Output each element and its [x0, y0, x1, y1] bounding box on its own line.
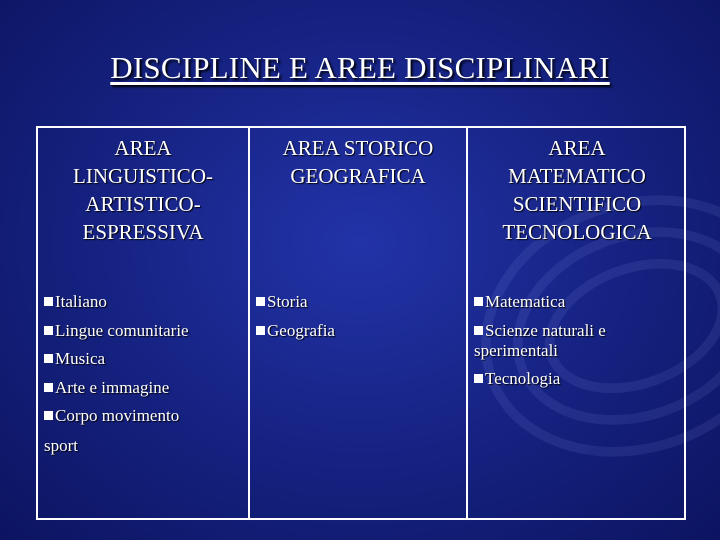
list-item-continuation: sperimentali	[474, 341, 559, 360]
square-bullet-icon	[256, 297, 265, 306]
square-bullet-icon	[44, 297, 53, 306]
extra-text: sport	[44, 436, 78, 455]
list-item: Lingue comunitarie	[44, 317, 244, 346]
list-item: Tecnologia	[474, 365, 682, 394]
list-item: Storia	[256, 288, 461, 317]
slide-title: DISCIPLINE E AREE DISCIPLINARI	[110, 50, 610, 85]
square-bullet-icon	[44, 354, 53, 363]
discipline-list	[474, 288, 682, 394]
list-item: Geografia	[256, 317, 461, 346]
square-bullet-icon	[44, 411, 53, 420]
discipline-list	[44, 288, 244, 431]
column-header: AREA STORICO GEOGRAFICA	[282, 136, 434, 188]
list-item: Scienze naturali e	[474, 317, 682, 346]
column-header: AREA LINGUISTICO- ARTISTICO- ESPRESSIVA	[73, 136, 213, 244]
column-header: AREA MATEMATICO SCIENTIFICO TECNOLOGICA	[502, 136, 652, 244]
square-bullet-icon	[474, 297, 483, 306]
square-bullet-icon	[256, 326, 265, 335]
list-item: Arte e immagine	[44, 374, 244, 403]
square-bullet-icon	[44, 383, 53, 392]
list-item: Musica	[44, 345, 244, 374]
square-bullet-icon	[474, 326, 483, 335]
square-bullet-icon	[44, 326, 53, 335]
list-item: Matematica	[474, 288, 682, 317]
discipline-list	[256, 288, 461, 345]
areas-table	[36, 126, 686, 520]
square-bullet-icon	[474, 374, 483, 383]
list-item: Corpo movimento	[44, 402, 244, 431]
list-item: Italiano	[44, 288, 244, 317]
